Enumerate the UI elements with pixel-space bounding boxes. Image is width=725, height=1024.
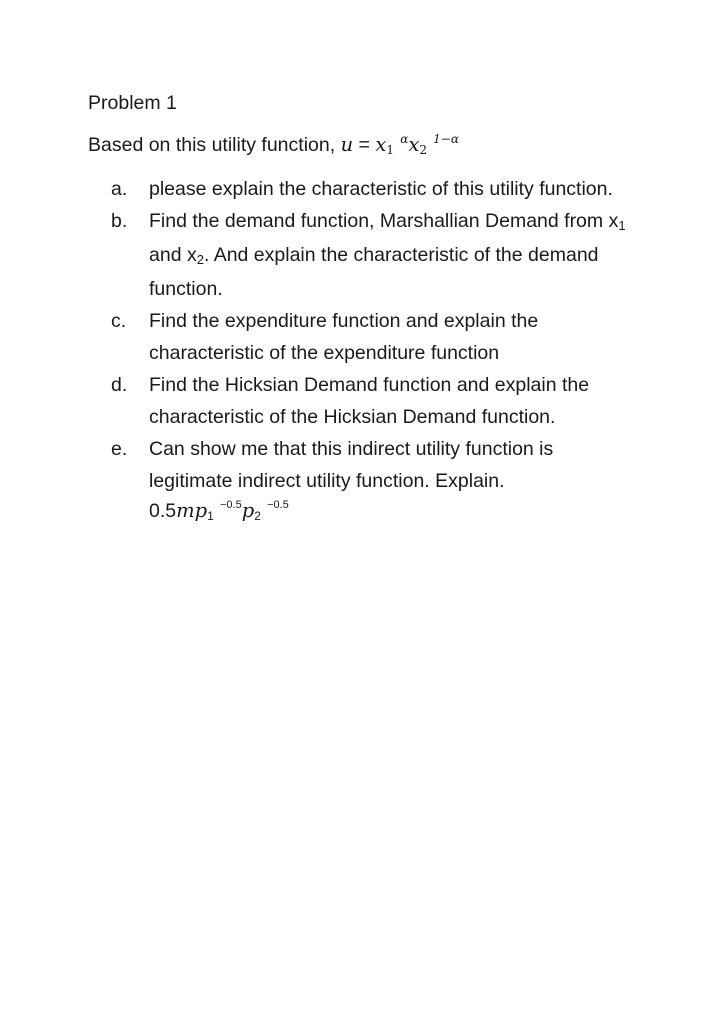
utility-x1-subscript: 1 (386, 143, 394, 157)
question-text-b-sub1: 1 (618, 218, 626, 233)
utility-x2: x (408, 133, 420, 156)
question-text-b-sub2: 2 (196, 252, 204, 267)
question-text-b (149, 205, 639, 305)
question-item-c (0, 305, 725, 369)
question-item-e (0, 433, 725, 528)
question-text-e: Can show me that this indirect utility function is legitimate indirect utility function. Explain. (149, 438, 554, 492)
question-label-d: d. (111, 374, 128, 396)
expr-p2-subscript: 2 (254, 509, 261, 523)
utility-function-expression (341, 133, 459, 156)
expr-p2: p (241, 499, 255, 522)
question-label-c: c. (111, 310, 127, 332)
question-text-b-part1: Find the demand function, Marshallian Demand from x (149, 210, 619, 232)
question-item-a (0, 173, 725, 205)
utility-x2-exponent: 1−α (433, 132, 459, 146)
expr-p1-exponent: −0.5 (219, 499, 242, 511)
question-label-b: b. (111, 210, 128, 232)
expr-p1-subscript: 1 (207, 509, 214, 523)
question-text-b-part3: . And explain the characteristic of the demand function. (149, 244, 599, 300)
utility-u: u (340, 133, 354, 156)
utility-x1: x (375, 133, 387, 156)
question-text-a: please explain the characteristic of this utility function. (149, 178, 613, 200)
expr-p1: p (194, 499, 208, 522)
utility-equals: = (353, 134, 376, 156)
utility-x2-subscript: 2 (419, 143, 427, 157)
expr-coefficient: 0.5 (149, 500, 177, 522)
question-list (0, 173, 725, 528)
question-text-b-part2: and x (149, 244, 197, 266)
question-item-b (0, 205, 725, 305)
question-text-d: Find the Hicksian Demand function and explain the characteristic of the Hicksian Demand function. (149, 374, 590, 428)
question-label-a: a. (111, 178, 128, 200)
question-label-e: e. (111, 438, 128, 460)
expr-p2-exponent: −0.5 (267, 499, 289, 511)
intro-text: Based on this utility function, (88, 134, 341, 156)
problem-title: Problem 1 (88, 92, 177, 114)
question-item-d (0, 369, 725, 433)
expr-m: m (176, 499, 195, 522)
problem-intro (88, 133, 459, 159)
indirect-utility-expression (149, 497, 725, 528)
question-text-c: Find the expenditure function and explain the characteristic of the expenditure function (149, 310, 539, 364)
utility-x1-exponent: α (400, 132, 409, 146)
